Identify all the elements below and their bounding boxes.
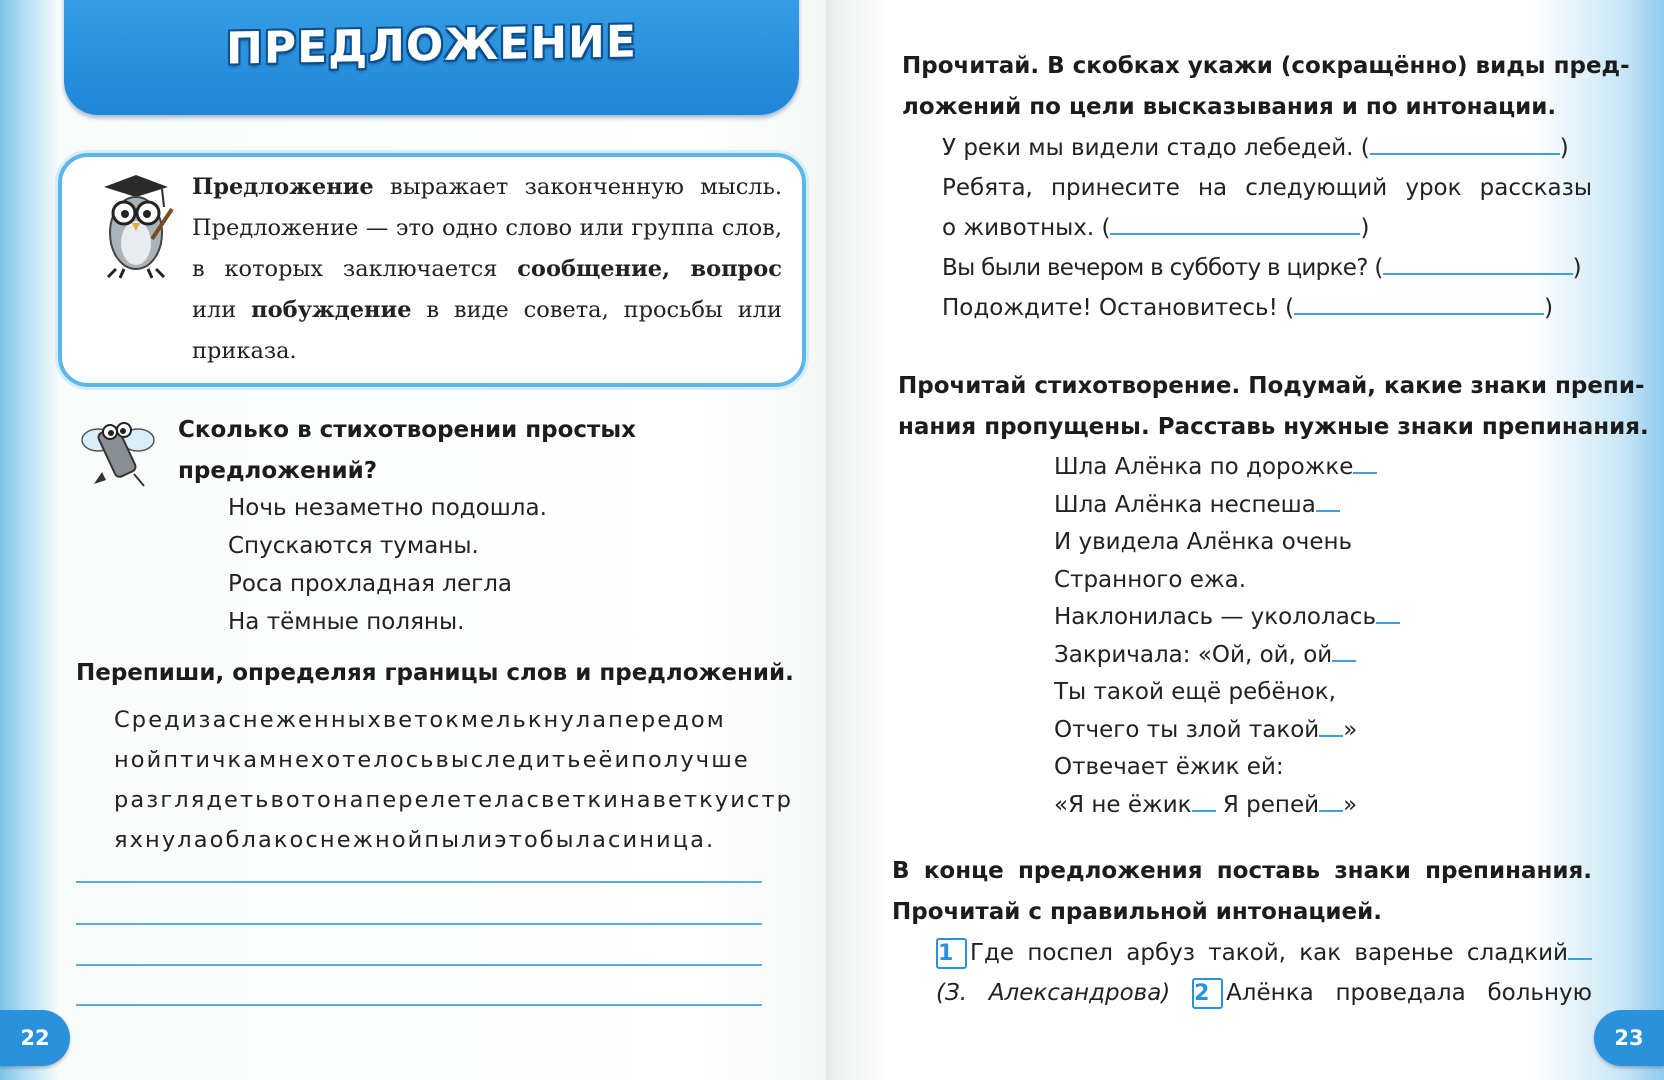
poem-line: Ночь незаметно подошла. [228, 495, 547, 521]
punctuation-blank[interactable] [1353, 452, 1377, 474]
punctuation-blank[interactable] [1319, 715, 1343, 737]
text-line: разглядетьвотонаперелетеласветкинаветкуистр [114, 787, 794, 813]
poem-line: Странного ежа. [1054, 566, 1247, 593]
task5-line-2: (З. Александрова) 2 Алёнка проведала больную [936, 973, 1592, 1013]
owl-teacher-icon [96, 169, 176, 281]
poem-line: «Я не ёжик Я репей » [1054, 791, 1358, 818]
writing-line[interactable] [76, 1004, 762, 1006]
task2-heading: Перепиши, определяя границы слов и предложений. [76, 660, 794, 686]
right-page [832, 0, 1664, 1080]
number-badge: 1 [936, 938, 967, 969]
poem-line: Шла Алёнка неспеша [1054, 487, 1400, 525]
poem-line: Шла Алёнка по дорожке [1054, 449, 1400, 487]
punctuation-blank[interactable] [1376, 602, 1400, 624]
number-badge: 2 [1192, 978, 1223, 1009]
poem-line: Отвечает ёжик ей: [1054, 754, 1284, 780]
text-line: Средизаснеженныхветокмелькнулапередом [114, 707, 726, 733]
task3-heading: Прочитай. В скобках укажи (сокращённо) виды пред- ложений по цели высказывания и по интонации. [902, 53, 1630, 120]
task2-text [114, 700, 793, 860]
task4-poem [1054, 449, 1400, 824]
punctuation-blank[interactable] [1332, 640, 1356, 662]
text-line: яхнулаоблакоснежнойпылиэтобыласиница. [114, 827, 716, 853]
punctuation-blank[interactable] [1319, 790, 1343, 812]
text-line: нойптичкамнехотелосьвыследитьеёиполучше [114, 747, 750, 773]
sentence-4: Подождите! Остановитесь! ( ) [942, 288, 1592, 328]
answer-blank[interactable] [1110, 209, 1360, 235]
task5-heading: В конце предложения поставь знаки препинания. Прочитай с правильной интонацией. [892, 858, 1592, 925]
punctuation-blank[interactable] [1568, 938, 1592, 960]
writing-line[interactable] [76, 881, 762, 883]
poem-line: Ты такой ещё ребёнок, [1054, 679, 1336, 705]
writing-line[interactable] [76, 964, 762, 966]
rule-box [58, 153, 806, 387]
title-banner [64, 0, 799, 115]
answer-blank[interactable] [1294, 289, 1544, 315]
task5-line-1: 1 Где поспел арбуз такой, как варенье сладкий [936, 933, 1592, 973]
poem-line: Спускаются туманы. [228, 533, 479, 559]
task3-sentences [942, 128, 1592, 328]
poem-line: На тёмные поляны. [228, 609, 465, 635]
rule-text: Предложение выражает законченную мысль. Предложение — это одно слово или группа слов, в которых заключается сообщение, вопрос или побуждение в виде совета, просьбы или приказа. [192, 174, 782, 364]
answer-blank[interactable] [1370, 129, 1560, 155]
page-number-left: 22 [0, 1010, 70, 1066]
poem-line: Отчего ты злой такой » [1054, 716, 1358, 743]
poem-line: И увидела Алёнка очень [1054, 529, 1353, 555]
task1-poem [228, 489, 547, 641]
punctuation-blank[interactable] [1316, 490, 1340, 512]
task5-sentences [936, 933, 1592, 1013]
sentence-3: Вы были вечером в субботу в цирке? ( ) [942, 248, 1592, 288]
sentence-2a: Ребята, принесите на следующий урок рассказы [942, 175, 1592, 201]
rule-term: Предложение [192, 174, 374, 200]
task4-heading: Прочитай стихотворение. Подумай, какие знаки препи- нания пропущены. Расставь нужные знаки препинания. [898, 373, 1649, 440]
poem-line: Закричала: «Ой, ой, ой [1054, 637, 1400, 675]
punctuation-blank[interactable] [1192, 790, 1216, 812]
poem-line: Наклонилась — укололась [1054, 599, 1400, 637]
pencil-mascot-icon [76, 410, 158, 492]
answer-blank[interactable] [1383, 249, 1573, 275]
page-title: ПРЕДЛОЖЕНИЕ [226, 16, 637, 75]
task1-heading: Сколько в стихотворении простых предложений? [178, 417, 637, 484]
sentence-1: У реки мы видели стадо лебедей. ( ) [942, 128, 1592, 168]
writing-line[interactable] [76, 923, 762, 925]
page-number-right: 23 [1594, 1010, 1664, 1066]
sentence-2b: о животных. ( ) [942, 208, 1592, 248]
poem-line: Роса прохладная легла [228, 571, 513, 597]
